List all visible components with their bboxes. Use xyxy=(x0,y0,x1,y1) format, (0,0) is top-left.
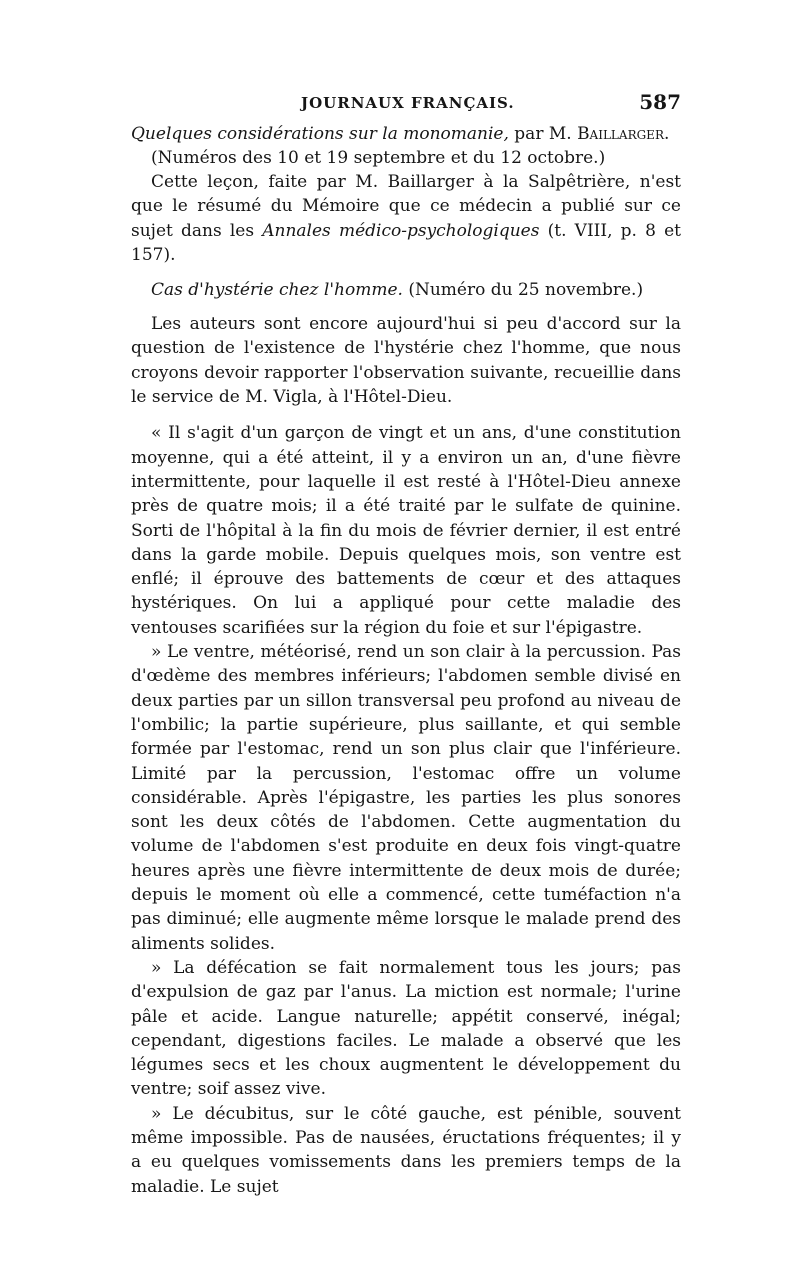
article-title: Quelques considérations sur la monomanie, xyxy=(131,124,509,144)
article-title-line xyxy=(131,122,681,146)
summary-text-end: (t. VIII, p. 8 et 157). xyxy=(131,220,681,265)
article-monomanie xyxy=(131,122,681,267)
running-title: JOURNAUX FRANÇAIS. xyxy=(301,94,515,112)
paragraph: « Il s'agit d'un garçon de vingt et un ans, d'une constitution moyenne, qui a été atteint, il y a environ un an, d'une fièvre intermittente, pour laquelle il est resté à l'Hôtel-Dieu annexe près de quatre mois; il a été traité par le sulfate de quinine. Sorti de l'hôpital à la fin du mois de février dernier, il est entré dans la garde mobile. Depuis quelques mois, son ventre est enflé; il éprouve des battements de cœur et des attaques hystériques. On lui a appliqué pour cette maladie des ventouses scarifiées sur la région du foie et sur l'épigastre. xyxy=(131,423,681,638)
article-issue-reference: (Numéros des 10 et 19 septembre et du 12 octobre.) xyxy=(151,148,606,168)
paragraph: » Le décubitus, sur le côté gauche, est pénible, souvent même impossible. Pas de nausées, éructations fréquentes; il y a eu quelques vomissements dans les premiers temps de la maladie. Le sujet xyxy=(131,1103,681,1197)
journal-title: Annales médico-psychologiques xyxy=(262,220,540,241)
article-title: Cas d'hystérie chez l'homme. xyxy=(151,280,403,301)
paragraph: Les auteurs sont encore aujourd'hui si peu d'accord sur la question de l'existence de l'hystérie chez l'homme, que nous croyons devoir rapporter l'observation suivante, recueillie dans le service de M. Vigla, à l'Hôtel-Dieu. xyxy=(131,314,681,408)
summary-text-start: Cette leçon, faite par M. Baillarger à la Salpêtrière, n'est que le résumé du Mémoire que ce médecin a publié sur ce sujet dans les xyxy=(131,172,681,241)
page-number: 587 xyxy=(639,90,681,114)
paragraph: » La défécation se fait normalement tous les jours; pas d'expulsion de gaz par l'anus. La miction est normale; l'urine pâle et acide. Langue naturelle; appétit conservé, inégal; cependant, digestions faciles. Le malade a observé que les légumes secs et les choux augmentent le développement du ventre; soif assez vive. xyxy=(131,957,681,1100)
author-prefix: par M. xyxy=(514,124,572,144)
article-hysterie xyxy=(131,278,681,1199)
article-summary xyxy=(131,170,681,267)
article-author: Baillarger. xyxy=(577,124,670,144)
article-title-line xyxy=(131,278,681,302)
paragraph: » Le ventre, météorisé, rend un son clair à la percussion. Pas d'œdème des membres inférieurs; l'abdomen semble divisé en deux parties par un sillon transversal peu profond au niveau de l'ombilic; la partie supérieure, plus saillante, et qui semble formée par l'estomac, rend un son plus clair que l'inférieure. Limité par la percussion, l'estomac offre un volume considérable. Après l'épigastre, les parties les plus sonores sont les deux côtés de l'abdomen. Cette augmentation du volume de l'abdomen s'est produite en deux fois vingt-quatre heures après une fièvre intermittente de deux mois de durée; depuis le moment où elle a commencé, cette tuméfaction n'a pas diminué; elle augmente même lorsque le malade prend des aliments solides. xyxy=(131,642,681,954)
page-header xyxy=(131,88,681,122)
document-page xyxy=(131,88,681,1199)
article-issue-reference: (Numéro du 25 novembre.) xyxy=(408,280,644,301)
